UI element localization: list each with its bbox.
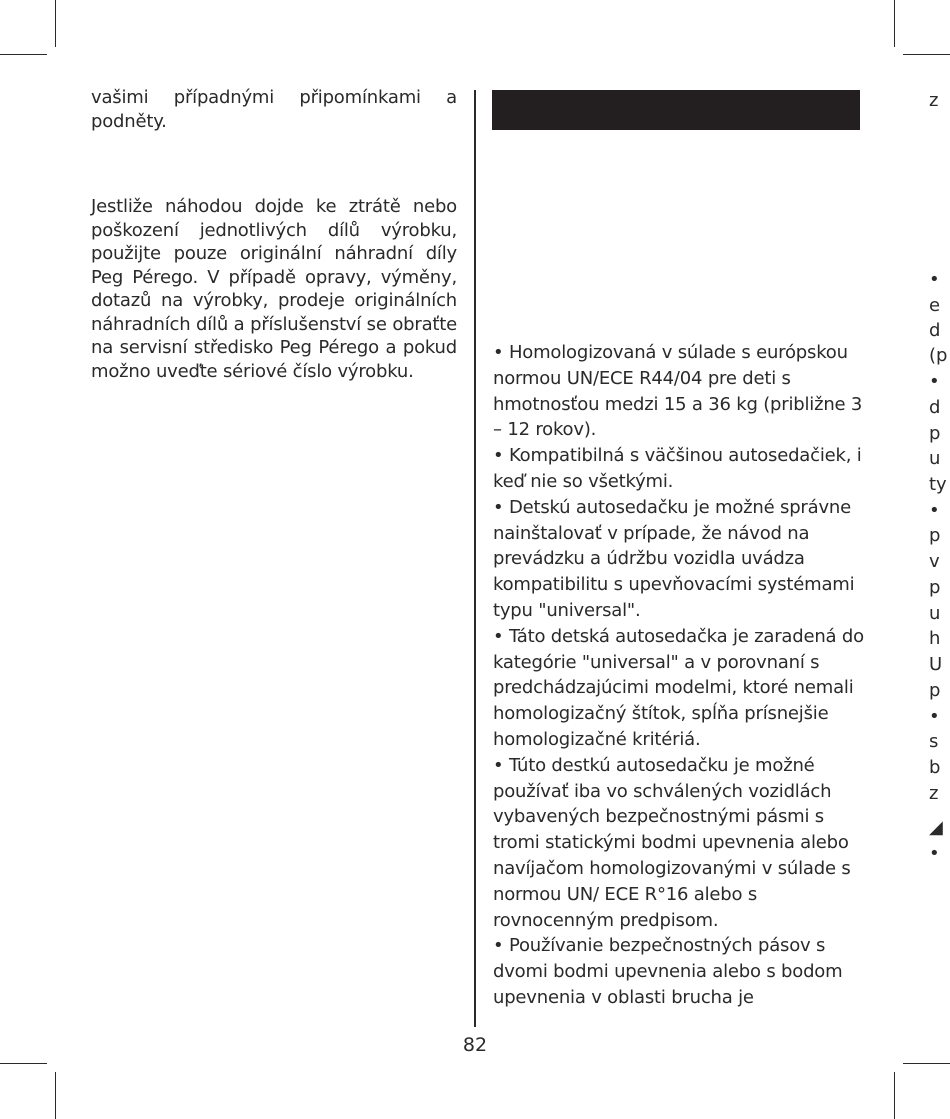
left-column: [91, 86, 457, 383]
edge-fragment: z: [929, 90, 939, 111]
crop-mark: [903, 1063, 950, 1064]
crop-mark: [894, 0, 895, 47]
edge-fragment: •: [929, 371, 940, 392]
edge-fragment: •: [929, 706, 940, 727]
list-item: • Túto destkú autosedačku je možné používať iba vo schválených vozidlách vybavených bezpečnostnými pásmi s tromi statickými bodmi upevnenia alebo navíjačom homologizovanými v súlade s normou UN/ ECE R°16 alebo s rovnocenným predpisom.: [493, 754, 851, 931]
crop-mark: [894, 1072, 895, 1119]
list-item: • Používanie bezpečnostných pásov s dvomi bodmi upevnenia alebo s bodom upevnenia v oblasti brucha je: [493, 935, 843, 1008]
column-divider: [474, 90, 476, 1027]
edge-fragment: ◢: [929, 817, 943, 838]
edge-fragment: s: [929, 731, 939, 752]
edge-fragment: p: [929, 423, 941, 444]
edge-fragment: d: [929, 397, 941, 418]
edge-fragment: ty: [929, 474, 947, 495]
edge-fragment: •: [929, 843, 940, 864]
crop-mark: [55, 0, 56, 47]
section-header-bar: [492, 90, 860, 130]
crop-mark: [903, 54, 950, 55]
edge-fragment: U: [929, 654, 943, 675]
next-page-edge: [929, 86, 950, 866]
page-number: 82: [462, 1034, 488, 1056]
edge-fragment: e: [929, 295, 941, 316]
list-item: • Homologizovaná v súlade s európskou normou UN/ECE R44/04 pre deti s hmotnosťou medzi 15 a 36 kg (približne 3 – 12 rokov).: [493, 342, 863, 441]
edge-fragment: p: [929, 680, 941, 701]
crop-mark: [0, 54, 47, 55]
edge-fragment: h: [929, 628, 941, 649]
list-item: • Táto detská autosedačka je zaradená do kategórie "universal" a v porovnaní s predchádzajúcimi modelmi, ktoré nemali homologizačný štítok, spĺňa prísnejšie homologizačné kritériá.: [493, 625, 864, 750]
edge-fragment: d: [929, 320, 941, 341]
edge-fragment: p: [929, 525, 941, 546]
edge-fragment: u: [929, 603, 941, 624]
edge-fragment: •: [929, 269, 940, 290]
list-item: • Kompatibilná s väčšinou autosedačiek, i keď nie so všetkými.: [493, 445, 862, 492]
edge-fragment: p: [929, 577, 941, 598]
edge-fragment: v: [929, 551, 940, 572]
edge-fragment: (p: [929, 345, 948, 366]
edge-fragment: •: [929, 500, 940, 521]
spare-parts-paragraph: Jestliže náhodou dojde ke ztrátě nebo poškození jednotlivých dílů výrobku, použijte pouze originální náhradní díly Peg Pérego. V případě opravy, výměny, dotazů na výrobky, prodeje originálních náhradních dílů a příslušenství se obraťte na servisní středisko Peg Pérego a pokud možno uveďte sériové číslo výrobku.: [91, 196, 457, 382]
right-column: [493, 340, 865, 1011]
edge-fragment: b: [929, 757, 941, 778]
feedback-paragraph: vašimi případnými připomínkami a podněty.: [91, 87, 457, 132]
crop-mark: [55, 1072, 56, 1119]
edge-fragment: u: [929, 448, 941, 469]
crop-mark: [0, 1063, 47, 1064]
edge-fragment: z: [929, 783, 939, 804]
list-item: • Detskú autosedačku je možné správne nainštalovať v prípade, že návod na prevádzku a údržbu vozidla uvádza kompatibilitu s upevňovacími systémami typu "universal".: [493, 496, 855, 621]
